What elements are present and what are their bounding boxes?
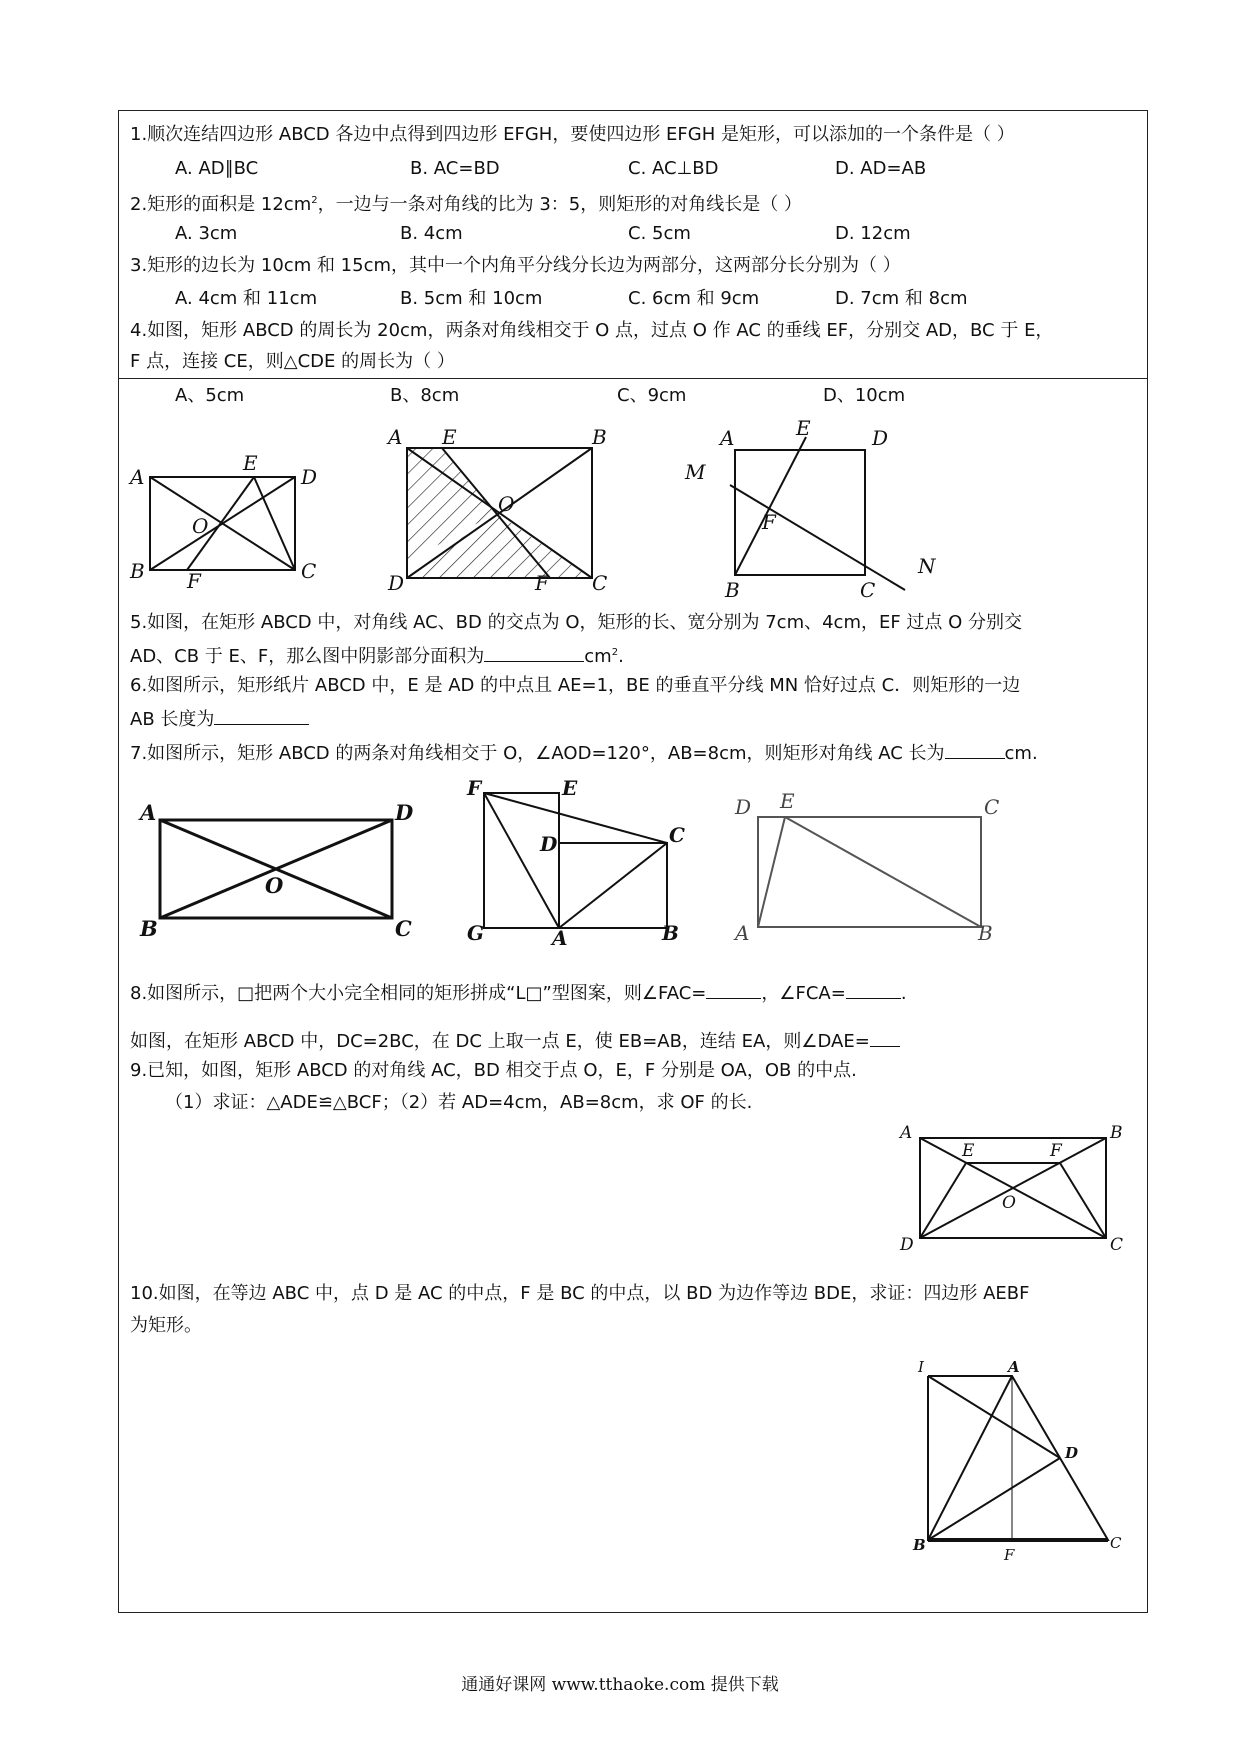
q3-option-d: D. 7cm 和 8cm <box>835 288 968 309</box>
q4-option-d: D、10cm <box>823 385 906 406</box>
fig2-label-c: C <box>592 571 608 595</box>
fig8-label-b: B <box>913 1536 926 1554</box>
fig2-label-a: A <box>388 425 403 449</box>
question-10-line-2: 为矩形。 <box>130 1315 202 1336</box>
q4-option-c: C、9cm <box>617 385 687 406</box>
fig3-label-b: B <box>725 578 740 602</box>
fig8-label-a: A <box>1008 1358 1020 1376</box>
q1-option-c: C. AC⊥BD <box>628 158 719 179</box>
q2-text-post: ，一边与一条对角线的比为 3：5，则矩形的对角线长是（ ） <box>317 194 802 215</box>
q4-option-b: B、8cm <box>390 385 460 406</box>
fig1-label-b: B <box>130 559 145 583</box>
q8-answer-blank-fca[interactable] <box>846 980 901 999</box>
fig3-label-n: N <box>918 554 936 578</box>
fig2-label-f: F <box>535 571 549 595</box>
fig6-label-d: D <box>735 795 752 819</box>
q8-text: 8.如图所示，□把两个大小完全相同的矩形拼成“L□”型图案，则∠FAC= <box>130 983 707 1004</box>
q8-answer-blank-fac[interactable] <box>706 980 761 999</box>
q8-text-mid: ，∠FCA= <box>761 983 846 1004</box>
figure-rect-diagonals-q7 <box>135 798 425 943</box>
question-4-line-2: F 点，连接 CE，则△CDE 的周长为（ ） <box>130 351 455 372</box>
q1-option-d: D. AD=AB <box>835 158 927 179</box>
q7-unit: cm. <box>1004 743 1038 764</box>
figure-equilateral-q10 <box>900 1350 1140 1575</box>
fig6-label-a: A <box>735 921 750 945</box>
q1-option-a: A. AD∥BC <box>175 158 259 179</box>
fig4-label-d: D <box>395 800 414 825</box>
fig2-label-b: B <box>592 425 607 449</box>
question-4-line-1: 4.如图，矩形 ABCD 的周长为 20cm，两条对角线相交于 O 点，过点 O 作 AC 的垂线 EF，分别交 AD，BC 于 E， <box>130 320 1054 341</box>
table-row-divider <box>118 378 1148 379</box>
q1-option-b: B. AC=BD <box>410 158 500 179</box>
fig7-label-o: O <box>1002 1193 1016 1213</box>
q2-option-c: C. 5cm <box>628 223 691 244</box>
figure-rect-abcd-e <box>730 789 1010 945</box>
fig3-label-a: A <box>720 426 735 450</box>
q2-text-pre: 2.矩形的面积是 12cm <box>130 194 312 215</box>
fig6-label-e: E <box>780 789 795 813</box>
question-8 <box>130 980 907 1005</box>
q6-answer-blank[interactable] <box>214 706 309 725</box>
fig3-label-e: E <box>796 416 811 440</box>
fig1-label-e: E <box>243 451 258 475</box>
question-7 <box>130 740 1038 765</box>
fig4-label-c: C <box>395 916 412 941</box>
q7-answer-blank[interactable] <box>945 740 1005 759</box>
q8b-answer-blank[interactable] <box>870 1028 900 1047</box>
question-5-line-2 <box>130 642 624 668</box>
fig5-label-b: B <box>662 921 679 945</box>
question-2 <box>130 190 802 216</box>
q3-option-c: C. 6cm 和 9cm <box>628 288 760 309</box>
fig3-label-f: F <box>762 510 776 534</box>
fig8-label-c: C <box>1110 1534 1122 1552</box>
question-6-line-2 <box>130 706 309 731</box>
q7-text: 7.如图所示，矩形 ABCD 的两条对角线相交于 O，∠AOD=120°，AB=8cm，则矩形对角线 AC 长为 <box>130 743 945 764</box>
fig5-label-g: G <box>467 921 485 945</box>
question-6-line-1: 6.如图所示，矩形纸片 ABCD 中，E 是 AD 的中点且 AE=1，BE 的垂直平分线 MN 恰好过点 C．则矩形的一边 <box>130 675 1021 696</box>
q5-end: . <box>618 646 624 667</box>
fig5-label-e: E <box>562 776 578 800</box>
fig4-label-b: B <box>140 916 158 941</box>
fig7-label-d: D <box>900 1235 914 1255</box>
fig3-label-c: C <box>860 578 876 602</box>
fig5-label-f: F <box>467 776 482 800</box>
q5-text: AD、CB 于 E、F，那么图中阴影部分面积为 <box>130 646 485 667</box>
fig7-label-a: A <box>900 1123 913 1143</box>
question-10-line-1: 10.如图，在等边 ABC 中，点 D 是 AC 的中点，F 是 BC 的中点，以 BD 为边作等边 BDE，求证：四边形 AEBF <box>130 1283 1030 1304</box>
page-footer: 通通好课网 www.tthaoke.com 提供下载 <box>461 1675 779 1695</box>
q8b-text: 如图，在矩形 ABCD 中，DC=2BC，在 DC 上取一点 E，使 EB=AB，连结 EA，则∠DAE= <box>130 1031 870 1052</box>
figure-rect-abcd-q4 <box>125 440 325 593</box>
question-5-line-1: 5.如图，在矩形 ABCD 中，对角线 AC、BD 的交点为 O，矩形的长、宽分别为 7cm、4cm，EF 过点 O 分别交 <box>130 612 1023 633</box>
q3-option-b: B. 5cm 和 10cm <box>400 288 543 309</box>
fig7-label-f: F <box>1050 1141 1062 1161</box>
fig2-label-d: D <box>388 571 405 595</box>
fig7-label-c: C <box>1110 1235 1124 1255</box>
fig4-label-a: A <box>140 800 157 825</box>
figure-fold-rect-q6 <box>680 416 950 602</box>
fig8-label-i: I <box>918 1358 924 1376</box>
fig3-label-m: M <box>685 460 706 484</box>
fig8-label-f: F <box>1004 1546 1015 1564</box>
fig1-label-c: C <box>301 559 317 583</box>
fig2-label-o: O <box>498 492 515 516</box>
q2-sup: 2 <box>311 195 318 206</box>
fig1-label-o: O <box>192 514 209 538</box>
figure-l-shape-q8 <box>462 776 692 950</box>
q8-text-end: . <box>900 983 907 1004</box>
fig5-label-a: A <box>552 926 568 950</box>
fig7-label-b: B <box>1110 1123 1123 1143</box>
fig3-label-d: D <box>872 426 889 450</box>
q4-option-a: A、5cm <box>175 385 245 406</box>
q2-option-a: A. 3cm <box>175 223 238 244</box>
fig5-label-c: C <box>669 823 685 847</box>
fig1-label-f: F <box>187 569 201 593</box>
fig1-label-a: A <box>130 465 145 489</box>
fig7-label-e: E <box>962 1141 975 1161</box>
question-9-line-2: （1）求证：△ADE≌△BCF；（2）若 AD=4cm，AB=8cm，求 OF 的长. <box>165 1092 753 1113</box>
question-3: 3.矩形的边长为 10cm 和 15cm，其中一个内角平分线分长边为两部分，这两部分长分别为（ ） <box>130 255 901 276</box>
fig6-label-b: B <box>978 921 993 945</box>
q5-answer-blank[interactable] <box>484 643 584 662</box>
fig4-label-o: O <box>265 873 284 898</box>
question-8b <box>130 1028 900 1053</box>
fig6-label-c: C <box>984 795 1000 819</box>
fig8-label-d: D <box>1065 1444 1079 1462</box>
fig1-label-d: D <box>301 465 318 489</box>
q6-text: AB 长度为 <box>130 709 215 730</box>
figure-shaded-rect-q5 <box>385 425 625 595</box>
figure-rect-midpoints-q9 <box>900 1123 1130 1258</box>
fig5-label-d: D <box>540 832 558 856</box>
q5-unit: cm <box>584 646 612 667</box>
question-9-line-1: 9.已知，如图，矩形 ABCD 的对角线 AC，BD 相交于点 O，E，F 分别是 OA，OB 的中点. <box>130 1060 857 1081</box>
q3-option-a: A. 4cm 和 11cm <box>175 288 318 309</box>
q2-option-d: D. 12cm <box>835 223 911 244</box>
fig2-label-e: E <box>442 425 457 449</box>
q5-sup: 2 <box>611 647 619 658</box>
q2-option-b: B. 4cm <box>400 223 463 244</box>
question-1: 1.顺次连结四边形 ABCD 各边中点得到四边形 EFGH，要使四边形 EFGH 是矩形，可以添加的一个条件是（ ） <box>130 124 1015 145</box>
